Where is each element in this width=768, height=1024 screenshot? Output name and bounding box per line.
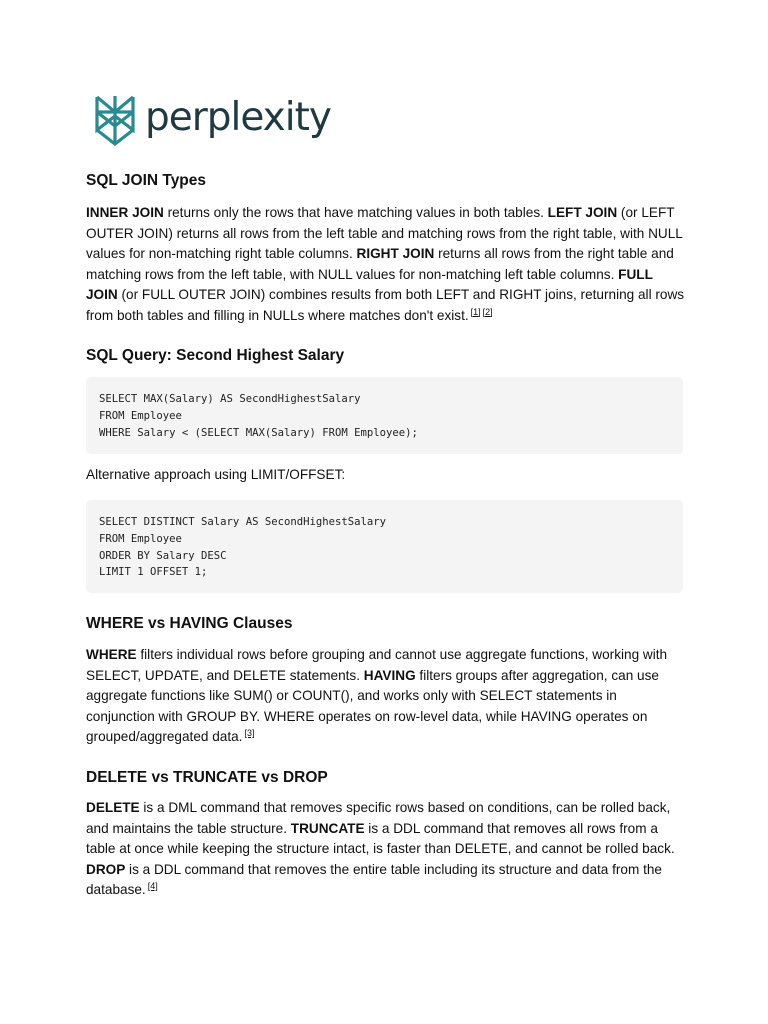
text-run: is a DDL command that removes the entire table including its structure and data from the database.: [86, 861, 662, 897]
text-run: returns only the rows that have matching values in both tables.: [163, 205, 548, 220]
bold-term: TRUNCATE: [290, 820, 365, 836]
code-line: LIMIT 1 OFFSET 1;: [99, 566, 208, 579]
citation-link[interactable]: [4]: [147, 881, 158, 891]
text-run: returns all rows from the right table and matching rows from the left table, with NULL values for non-matching left table columns.: [86, 246, 674, 282]
code-line: SELECT MAX(Salary) AS SecondHighestSalary: [99, 393, 361, 405]
code-line: FROM Employee: [99, 409, 182, 422]
code-line: ORDER BY Salary DESC: [99, 549, 227, 562]
bold-term: FULL JOIN: [86, 266, 653, 302]
citation-link[interactable]: [3]: [244, 728, 255, 738]
perplexity-logo-icon: [94, 94, 136, 146]
alternative-approach-text: Alternative approach using LIMIT/OFFSET:: [86, 467, 346, 482]
paragraph-joins: [86, 203, 686, 326]
paragraph-where-having: [86, 645, 686, 748]
citation-link[interactable]: [2]: [482, 306, 493, 317]
code-block-limit-offset: [86, 500, 683, 593]
text-run: is a DML command that removes specific rows based on conditions, can be rolled back, and maintains the table structure.: [86, 800, 671, 836]
bold-term: LEFT JOIN: [547, 205, 618, 220]
paragraph-delete-truncate: [86, 798, 686, 901]
section-heading-where-having: WHERE vs HAVING Clauses: [86, 615, 293, 632]
bold-term: HAVING: [363, 667, 416, 683]
code-block-max-salary: [86, 377, 683, 454]
bold-term: DELETE: [86, 800, 140, 815]
section-heading-delete-truncate: DELETE vs TRUNCATE vs DROP: [86, 769, 328, 786]
text-run: filters individual rows before grouping and cannot use aggregate functions, working with SELECT, UPDATE, and DELETE statements.: [86, 647, 668, 683]
code-line: FROM Employee: [99, 532, 182, 545]
text-run: (or LEFT OUTER JOIN) returns all rows from the left table and matching rows from the right table, with NULL values for non-matching right table columns.: [86, 205, 683, 261]
text-run: (or FULL OUTER JOIN) combines results from both LEFT and RIGHT joins, returning all rows from both tables and filling in NULLs where matches don't exist.: [86, 287, 685, 323]
text-run: filters groups after aggregation, can use aggregate functions like SUM() or COUNT(), and works only with SELECT statements in conjunction with GROUP BY. WHERE operates on row-level data, while HAVING operates on grouped/aggregated data.: [86, 667, 659, 744]
bold-term: DROP: [86, 861, 126, 877]
citation-link[interactable]: [1]: [470, 306, 481, 317]
logo-wordmark: perplexity: [145, 94, 331, 140]
bold-term: INNER JOIN: [86, 205, 164, 220]
bold-term: RIGHT JOIN: [356, 246, 435, 261]
code-line: WHERE Salary < (SELECT MAX(Salary) FROM Employee);: [99, 426, 418, 439]
section-heading-salary: SQL Query: Second Highest Salary: [86, 347, 345, 364]
perplexity-logo: [94, 92, 331, 148]
code-line: SELECT DISTINCT Salary AS SecondHighestSalary: [99, 516, 387, 528]
bold-term: WHERE: [86, 647, 137, 662]
text-run: is a DDL command that removes all rows from a table at once while keeping the structure intact, is faster than DELETE, and cannot be rolled back.: [86, 820, 675, 856]
section-heading-joins: SQL JOIN Types: [86, 172, 207, 189]
